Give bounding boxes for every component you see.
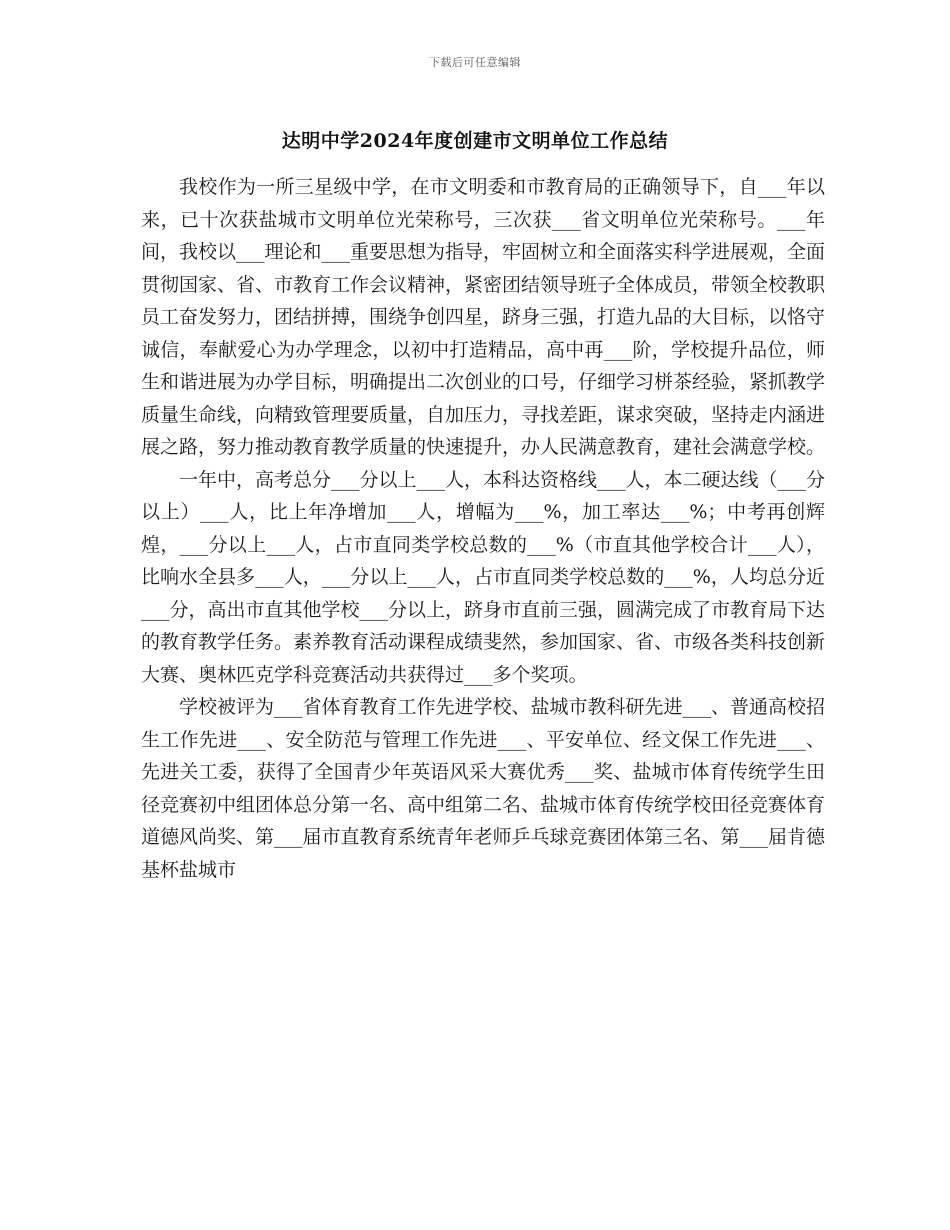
document-body xyxy=(141,171,825,886)
paragraph-3: 学校被评为___省体育教育工作先进学校、盐城市教科研先进___、普通高校招生工作先进___、安全防范与管理工作先进___、平安单位、经文保工作先进___、先进关工委，获得了全国青少年英语风采大赛优秀___奖、盐城市体育传统学生田径竞赛初中组团体总分第一名、高中组第二名、盐城市体育传统学校田径竞赛体育道德风尚奖、第___届市直教育系统青年老师乒乓球竞赛团体第三名、第___届肯德基杯盐城市 xyxy=(141,696,826,881)
document-title: 达明中学2024年度创建市文明单位工作总结 xyxy=(281,130,669,152)
paragraph-2: 一年中，高考总分___分以上___人，本科达资格线___人，本二硬达线（___分以上）___人，比上年净增加___人，增幅为___%，加工率达___%；中考再创辉煌，___分以上___人，占市直同类学校总数的___%（市直其他学校合计___人），比响水全县多___人，___分以上___人，占市直同类学校总数的___%，人均总分近___分，高出市直其他学校___分以上，跻身市直前三强，圆满完成了市教育局下达的教育教学任务。素养教育活动课程成绩斐然，参加国家、省、市级各类科技创新大赛、奥林匹克学科竞赛活动共获得过___多个奖项。 xyxy=(141,468,826,686)
paragraph-1: 我校作为一所三星级中学，在市文明委和市教育局的正确领导下，自___年以来，已十次获盐城市文明单位光荣称号，三次获___省文明单位光荣称号。___年间，我校以___理论和___重要思想为指导，牢固树立和全面落实科学进展观，全面贯彻国家、省、市教育工作会议精神，紧密团结领导班子全体成员，带领全校教职员工奋发努力，团结拼搏，围绕争创四星，跻身三强，打造九品的大目标，以恪守诚信，奉献爱心为办学理念，以初中打造精品，高中再___阶，学校提升品位，师生和谐进展为办学目标，明确提出二次创业的口号，仔细学习栟茶经验，紧抓教学质量生命线，向精致管理要质量，自加压力，寻找差距，谋求突破，坚持走内涵进展之路，努力推动教育教学质量的快速提升，办人民满意教育，建社会满意学校。 xyxy=(141,176,826,458)
header-note: 下载后可任意编辑 xyxy=(429,56,521,69)
